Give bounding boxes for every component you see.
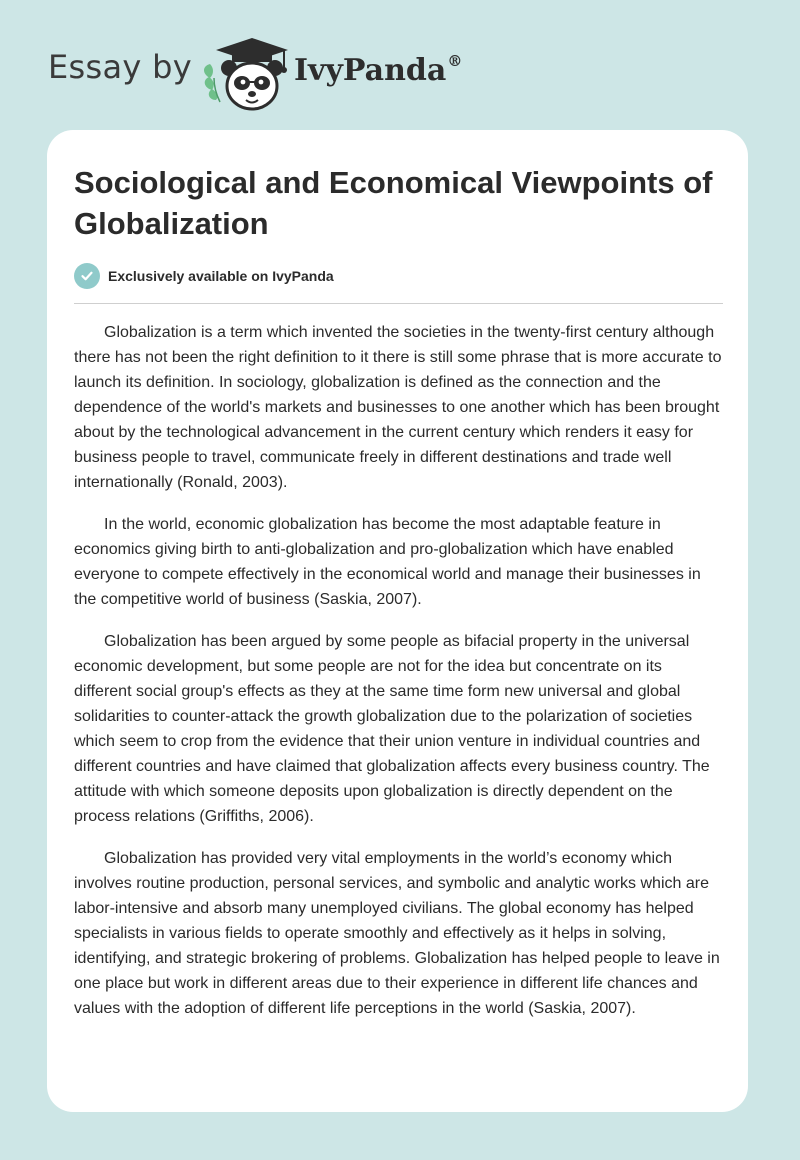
registered-mark: ® [447, 52, 463, 70]
exclusive-badge [74, 263, 334, 289]
paragraph: In the world, economic globalization has become the most adaptable feature in economics giving birth to anti-globalization and pro-globalization which have enabled everyone to compete effectively in the economical world and manage their businesses in the competitive world of business (Saskia, 2007). [74, 516, 701, 608]
logo-name: IvyPanda [294, 53, 447, 88]
ivy-leaf-icon [204, 64, 220, 102]
page-title: Sociological and Economical Viewpoints of Globalization [74, 165, 713, 241]
badge-label: Exclusively available on IvyPanda [108, 268, 334, 284]
paragraph: Globalization has provided very vital employments in the world’s economy which involves routine production, personal services, and symbolic and analytic works which are labor-intensive and absorb many unemployed civilians. The global economy has helped specialists in various fields to operate smoothly and effectively as it helps in solving, identifying, and strategic brokering of problems. Globalization has helped people to leave in one place but work in different areas due to their experience in different life chances and values with the adoption of different life perceptions in the world (Saskia, 2007). [74, 850, 720, 1017]
panda-graduate-icon[interactable] [200, 34, 294, 112]
site-header [48, 34, 488, 114]
divider [74, 303, 723, 304]
essay-body [74, 320, 723, 1038]
check-circle-icon [74, 263, 100, 289]
paragraph: Globalization is a term which invented the societies in the twenty-first century although there has not been the right definition to it there is still some phrase that is more accurate to launch its definition. In sociology, globalization is defined as the connection and the dependence of the world's markets and businesses to one another which has been brought about by the technological advancement in the current century which renders it easy for business people to travel, communicate freely in different destinations and trade well internationally (Ronald, 2003). [74, 324, 722, 491]
essay-card [47, 130, 748, 1112]
logo-wordmark[interactable] [294, 52, 462, 88]
paragraph: Globalization has been argued by some people as bifacial property in the universal economic development, but some people are not for the idea but concentrate on its different social group's effects as they at the same time form new universal and global solidarities to counter-attack the growth globalization due to the polarization of societies which seem to crop from the evidence that their union venture in individual countries and different countries and have claimed that globalization affects every business country. The attitude with which someone deposits upon globalization is directly dependent on the process relations (Griffiths, 2006). [74, 633, 710, 825]
essay-by-label: Essay by [48, 48, 192, 86]
